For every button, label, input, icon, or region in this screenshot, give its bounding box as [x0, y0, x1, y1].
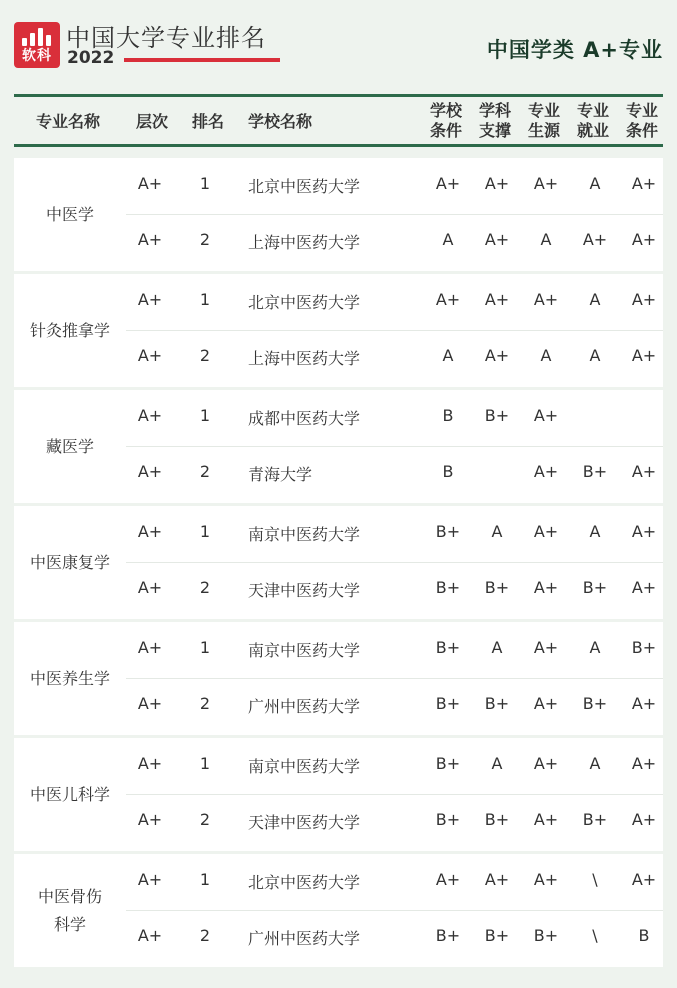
score-cell-s5: A+ — [631, 290, 657, 309]
score-cell-s5: A+ — [631, 754, 657, 773]
school-cell: 北京中医药大学 — [248, 177, 361, 196]
level-cell: A+ — [137, 754, 163, 773]
score-cell-s3: A+ — [533, 174, 559, 193]
score-cell-s5: A+ — [631, 870, 657, 889]
rank-cell: 2 — [199, 462, 211, 481]
score-cell-s1: B — [442, 406, 454, 425]
col-major: 专业名称 — [35, 112, 100, 131]
school-cell: 天津中医药大学 — [248, 581, 361, 600]
score-cell-s4: \ — [592, 870, 598, 889]
score-cell-s1: B+ — [435, 810, 461, 829]
major-group — [14, 854, 663, 967]
rank-cell: 1 — [199, 870, 211, 889]
score-cell-s2: A — [491, 522, 503, 541]
level-cell: A+ — [137, 406, 163, 425]
score-cell-s1: B+ — [435, 522, 461, 541]
table-header-rule — [14, 144, 663, 147]
score-cell-s3: A+ — [533, 406, 559, 425]
row-divider — [126, 562, 663, 563]
score-cell-s3: B+ — [533, 926, 559, 945]
school-cell: 天津中医药大学 — [248, 813, 361, 832]
score-cell-s4: A — [589, 174, 601, 193]
score-cell-s2: A — [491, 754, 503, 773]
col-discipline: 学科 支撑 — [478, 101, 511, 140]
major-group — [14, 158, 663, 271]
school-cell: 北京中医药大学 — [248, 873, 361, 892]
score-cell-s5: A+ — [631, 810, 657, 829]
col-level: 层次 — [135, 112, 168, 131]
rank-cell: 2 — [199, 810, 211, 829]
rank-cell: 1 — [199, 522, 211, 541]
score-cell-s1: B+ — [435, 754, 461, 773]
rank-cell: 1 — [199, 406, 211, 425]
score-cell-s3: A+ — [533, 694, 559, 713]
school-cell: 青海大学 — [248, 465, 313, 484]
score-cell-s4: A — [589, 290, 601, 309]
score-cell-s2: A+ — [484, 230, 510, 249]
level-cell: A+ — [137, 578, 163, 597]
score-cell-s4: A+ — [582, 230, 608, 249]
major-name: 藏医学 — [45, 436, 94, 456]
rank-cell: 1 — [199, 290, 211, 309]
score-cell-s2: A+ — [484, 290, 510, 309]
level-cell: A+ — [137, 290, 163, 309]
score-cell-s4: A — [589, 754, 601, 773]
major-group — [14, 738, 663, 851]
row-divider — [126, 446, 663, 447]
rank-cell: 2 — [199, 926, 211, 945]
rank-cell: 1 — [199, 754, 211, 773]
score-cell-s1: A — [442, 346, 454, 365]
score-cell-s4: A — [589, 638, 601, 657]
score-cell-s3: A — [540, 346, 552, 365]
school-cell: 南京中医药大学 — [248, 757, 361, 776]
score-cell-s2: A+ — [484, 870, 510, 889]
score-cell-s2: A+ — [484, 346, 510, 365]
score-cell-s3: A+ — [533, 462, 559, 481]
score-cell-s3: A+ — [533, 522, 559, 541]
level-cell: A+ — [137, 926, 163, 945]
major-name: 中医儿科学 — [29, 784, 110, 804]
score-cell-s1: A+ — [435, 290, 461, 309]
major-group — [14, 390, 663, 503]
rank-cell: 2 — [199, 578, 211, 597]
score-cell-s4: B+ — [582, 694, 608, 713]
major-name: 针灸推拿学 — [29, 320, 110, 340]
school-cell: 南京中医药大学 — [248, 525, 361, 544]
rank-cell: 2 — [199, 346, 211, 365]
level-cell: A+ — [137, 694, 163, 713]
score-cell-s5: B+ — [631, 638, 657, 657]
logo-bars-icon — [22, 28, 52, 46]
major-group — [14, 506, 663, 619]
score-cell-s3: A+ — [533, 810, 559, 829]
row-divider — [126, 678, 663, 679]
level-cell: A+ — [137, 870, 163, 889]
rank-cell: 2 — [199, 230, 211, 249]
school-cell: 成都中医药大学 — [248, 409, 361, 428]
col-school: 学校名称 — [248, 112, 313, 131]
logo-text: 软科 — [22, 48, 52, 64]
rank-cell: 1 — [199, 174, 211, 193]
score-cell-s2: B+ — [484, 810, 510, 829]
level-cell: A+ — [137, 346, 163, 365]
major-group — [14, 274, 663, 387]
row-divider — [126, 330, 663, 331]
rank-cell: 2 — [199, 694, 211, 713]
score-cell-s3: A — [540, 230, 552, 249]
brand-year: 2022 — [67, 48, 115, 68]
col-major-cond: 专业 条件 — [625, 101, 658, 140]
level-cell: A+ — [137, 810, 163, 829]
score-cell-s2: A — [491, 638, 503, 657]
page-title: 中国学类 A+专业 — [486, 38, 663, 62]
row-divider — [126, 794, 663, 795]
school-cell: 广州中医药大学 — [248, 697, 361, 716]
score-cell-s3: A+ — [533, 638, 559, 657]
school-cell: 广州中医药大学 — [248, 929, 361, 948]
score-cell-s5: A+ — [631, 578, 657, 597]
score-cell-s1: A — [442, 230, 454, 249]
score-cell-s3: A+ — [533, 870, 559, 889]
major-name: 中医骨伤 科学 — [37, 886, 102, 934]
score-cell-s1: A+ — [435, 870, 461, 889]
score-cell-s2: B+ — [484, 694, 510, 713]
score-cell-s2: B+ — [484, 926, 510, 945]
score-cell-s2: B+ — [484, 406, 510, 425]
score-cell-s1: B+ — [435, 578, 461, 597]
score-cell-s4: \ — [592, 926, 598, 945]
score-cell-s3: A+ — [533, 754, 559, 773]
major-name: 中医养生学 — [29, 668, 110, 688]
score-cell-s5: A+ — [631, 694, 657, 713]
score-cell-s5: A+ — [631, 346, 657, 365]
score-cell-s4: B+ — [582, 578, 608, 597]
score-cell-s1: B+ — [435, 926, 461, 945]
brand-title: 中国大学专业排名 — [66, 24, 266, 52]
score-cell-s2: B+ — [484, 578, 510, 597]
col-school-cond: 学校 条件 — [429, 101, 462, 140]
level-cell: A+ — [137, 522, 163, 541]
brand-logo — [14, 22, 60, 68]
school-cell: 上海中医药大学 — [248, 233, 361, 252]
brand-underline — [124, 58, 280, 62]
score-cell-s5: A+ — [631, 174, 657, 193]
score-cell-s1: B+ — [435, 694, 461, 713]
major-group — [14, 622, 663, 735]
score-cell-s1: B+ — [435, 638, 461, 657]
score-cell-s4: A — [589, 346, 601, 365]
score-cell-s2: A+ — [484, 174, 510, 193]
level-cell: A+ — [137, 230, 163, 249]
rank-cell: 1 — [199, 638, 211, 657]
col-employment: 专业 就业 — [576, 101, 609, 140]
page-header — [0, 0, 677, 92]
major-name: 中医康复学 — [29, 552, 110, 572]
score-cell-s4: B+ — [582, 462, 608, 481]
score-cell-s5: B — [638, 926, 650, 945]
school-cell: 南京中医药大学 — [248, 641, 361, 660]
score-cell-s4: A — [589, 522, 601, 541]
major-name: 中医学 — [45, 204, 94, 224]
score-cell-s4: B+ — [582, 810, 608, 829]
score-cell-s5: A+ — [631, 230, 657, 249]
score-cell-s1: A+ — [435, 174, 461, 193]
score-cell-s5: A+ — [631, 522, 657, 541]
level-cell: A+ — [137, 638, 163, 657]
row-divider — [126, 214, 663, 215]
table-top-rule — [14, 94, 663, 97]
school-cell: 上海中医药大学 — [248, 349, 361, 368]
level-cell: A+ — [137, 462, 163, 481]
col-source: 专业 生源 — [527, 101, 560, 140]
row-divider — [126, 910, 663, 911]
col-rank: 排名 — [191, 112, 224, 131]
score-cell-s5: A+ — [631, 462, 657, 481]
score-cell-s1: B — [442, 462, 454, 481]
score-cell-s3: A+ — [533, 290, 559, 309]
level-cell: A+ — [137, 174, 163, 193]
school-cell: 北京中医药大学 — [248, 293, 361, 312]
score-cell-s3: A+ — [533, 578, 559, 597]
